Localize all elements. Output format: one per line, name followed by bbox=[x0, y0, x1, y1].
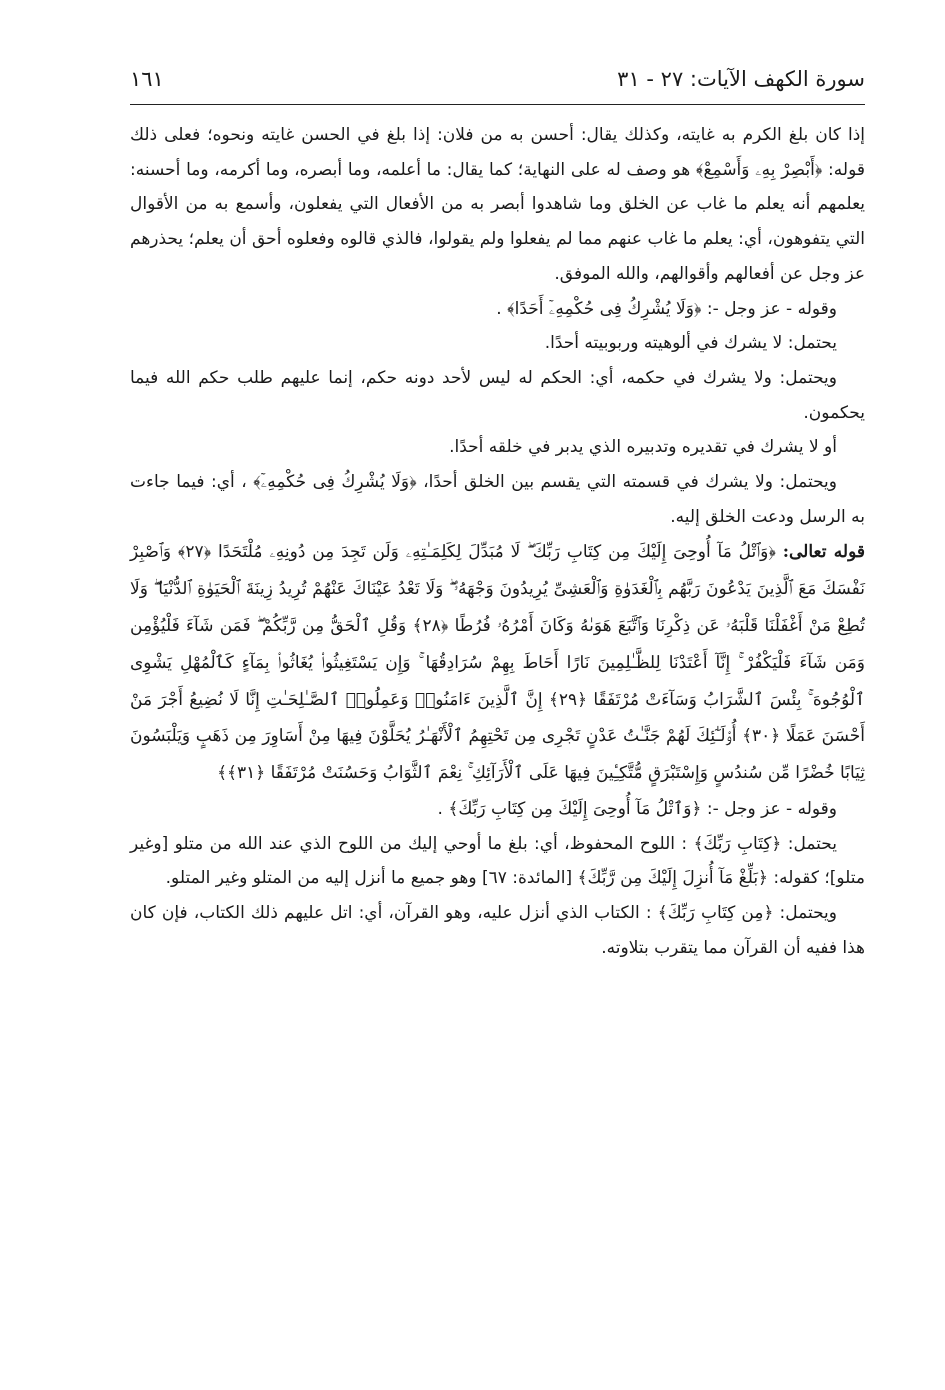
paragraph-7: وقوله - عز وجل -: ﴿وَٱتْلُ مَآ أُوحِىَ إِلَيْكَ مِن كِتَابِ رَبِّكَ﴾ . bbox=[437, 799, 837, 820]
quran-verses-block bbox=[130, 534, 865, 792]
paragraph-4: ويحتمل: ولا يشرك في حكمه، أي: الحكم له ليس لأحد دونه حكم، إنما عليهم طلب حكم الله فيما يحكمون. bbox=[130, 367, 865, 423]
paragraph-5: أو لا يشرك في تقديره وتدبيره الذي يدبر في خلقه أحدًا. bbox=[449, 437, 837, 458]
paragraph-3: يحتمل: لا يشرك في ألوهيته وربوبيته أحدًا. bbox=[544, 333, 837, 354]
paragraph-6: ويحتمل: ولا يشرك في قسمته التي يقسم بين الخلق أحدًا، ﴿وَلَا يُشْرِكُ فِى حُكْمِهِۦٓ﴾ ، أي: فيما جاءت به الرسل ودعت الخلق إليه. bbox=[130, 472, 865, 527]
paragraph-1: إذا كان بلغ الكرم به غايته، وكذلك يقال: أحسن به من فلان: إذا بلغ في الحسن غايته ونحوه؛ فعلى ذلك قوله: ﴿أَبْصِرْ بِهِۦ وَأَسْمِعْ﴾ هو وصف له على النهاية؛ كما يقال: ما أعلمه، وما أبصره، وما أكرمه، وما أحسنه: يعلمهم أنه يعلم ما غاب عن الخلق وما شاهدوا أبصر به من الأفعال التي يفعلون، وأسمع به من الأقوال التي يتفوهون، أي: يعلم ما غاب عنهم مما لم يفعلوا ولم يقولوا، فالذي قالوه وفعلوه أحق أن يعلم؛ يحذرهم عز وجل عن أفعالهم وأقوالهم، والله الموفق. bbox=[130, 125, 865, 284]
quran-lead: قوله تعالى: bbox=[782, 542, 866, 563]
page-body bbox=[130, 118, 865, 966]
paragraph-9: ويحتمل: ﴿مِن كِتَابِ رَبِّكَ﴾ : الكتاب الذي أنزل عليه، وهو القرآن، أي: اتل عليهم ذلك الكتاب، فإن كان هذا ففيه أن القرآن مما يتقرب بتلاوته. bbox=[130, 903, 865, 958]
header-rule bbox=[130, 104, 865, 105]
paragraph-8: يحتمل: ﴿كِتَابِ رَبِّكَ﴾ : اللوح المحفوظ، أي: بلغ ما أوحي إليك من اللوح الذي عند الله من متلو [وغير متلو]؛ كقوله: ﴿بَلِّغْ مَآ أُنزِلَ إِلَيْكَ مِن رَّبِّكَ﴾ [المائدة: ٦٧] وهو جميع ما أنزل إليه من المتلو وغير المتلو. bbox=[130, 833, 865, 889]
quran-verses: ﴿وَٱتْلُ مَآ أُوحِىَ إِلَيْكَ مِن كِتَابِ رَبِّكَ ۖ لَا مُبَدِّلَ لِكَلِمَـٰتِهِۦ وَلَن تَجِدَ مِن دُونِهِۦ مُلْتَحَدًا ﴿٢٧﴾ وَٱصْبِرْ نَفْسَكَ مَعَ ٱلَّذِينَ يَدْعُونَ رَبَّهُم بِٱلْغَدَوٰةِ وَٱلْعَشِىِّ يُرِيدُونَ وَجْهَهُۥ ۖ وَلَا تَعْدُ عَيْنَاكَ عَنْهُمْ تُرِيدُ زِينَةَ ٱلْحَيَوٰةِ ٱلدُّنْيَا ۖ وَلَا تُطِعْ مَنْ أَغْفَلْنَا قَلْبَهُۥ عَن ذِكْرِنَا وَٱتَّبَعَ هَوَىٰهُ وَكَانَ أَمْرُهُۥ فُرُطًا ﴿٢٨﴾ وَقُلِ ٱلْحَقُّ مِن رَّبِّكُمْ ۖ فَمَن شَآءَ فَلْيُؤْمِن وَمَن شَآءَ فَلْيَكْفُرْ ۚ إِنَّآ أَعْتَدْنَا لِلظَّـٰلِمِينَ نَارًا أَحَاطَ بِهِمْ سُرَادِقُهَا ۚ وَإِن يَسْتَغِيثُوا۟ يُغَاثُوا۟ بِمَآءٍ كَٱلْمُهْلِ يَشْوِى ٱلْوُجُوهَ ۚ بِئْسَ ٱلشَّرَابُ وَسَآءَتْ مُرْتَفَقًا ﴿٢٩﴾ إِنَّ ٱلَّذِينَ ءَامَنُوا۟ وَعَمِلُوا۟ ٱلصَّـٰلِحَـٰتِ إِنَّا لَا نُضِيعُ أَجْرَ مَنْ أَحْسَنَ عَمَلًا ﴿٣٠﴾ أُو۟لَـٰٓئِكَ لَهُمْ جَنَّـٰتُ عَدْنٍ تَجْرِى مِن تَحْتِهِمُ ٱلْأَنْهَـٰرُ يُحَلَّوْنَ فِيهَا مِنْ أَسَاوِرَ مِن ذَهَبٍ وَيَلْبَسُونَ ثِيَابًا خُضْرًا مِّن سُندُسٍ وَإِسْتَبْرَقٍ مُّتَّكِـِٔينَ فِيهَا عَلَى ٱلْأَرَآئِكِ ۚ نِعْمَ ٱلثَّوَابُ وَحَسُنَتْ مُرْتَفَقًا ﴿٣١﴾﴾ bbox=[130, 542, 865, 784]
paragraph-2: وقوله - عز وجل -: ﴿وَلَا يُشْرِكُ فِى حُكْمِهِۦٓ أَحَدًا﴾ . bbox=[496, 298, 837, 319]
surah-title: سورة الكهف الآيات: ٢٧ - ٣١ bbox=[617, 67, 865, 91]
page-number: ١٦١ bbox=[130, 67, 164, 91]
page-header bbox=[130, 58, 865, 100]
